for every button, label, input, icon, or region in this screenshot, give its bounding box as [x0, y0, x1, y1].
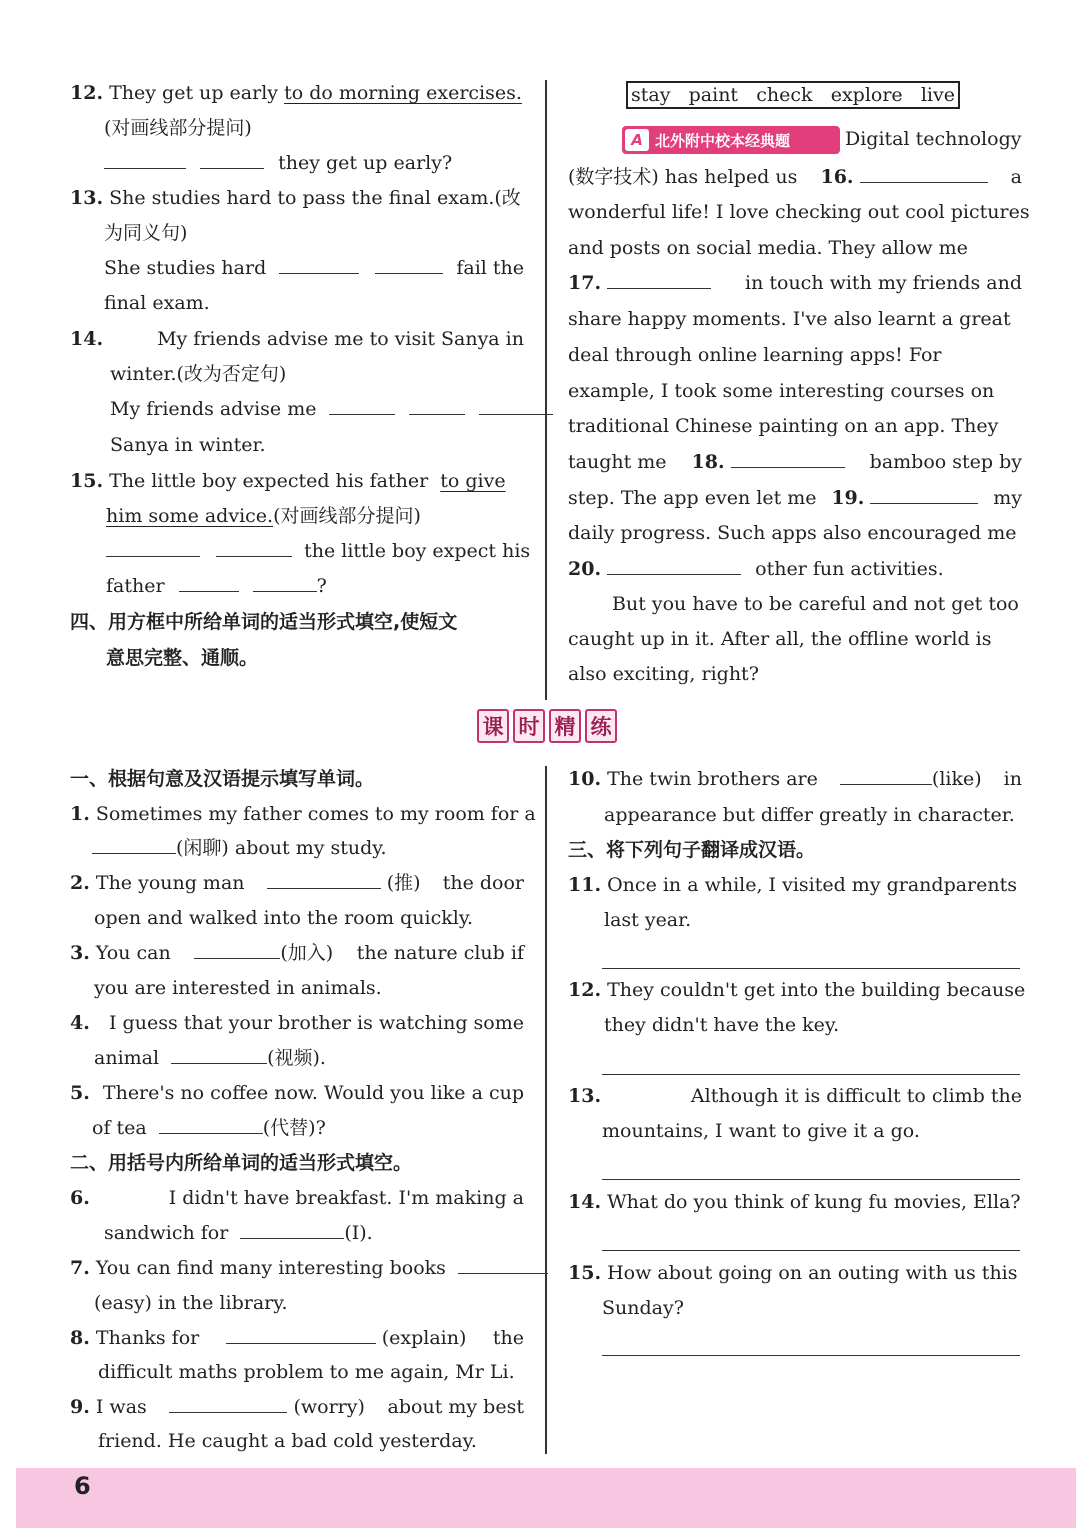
q14-answer-line: My friends advise me — [110, 392, 553, 427]
footer-band — [16, 1468, 1076, 1528]
badge-mark-icon: A — [625, 129, 649, 151]
word-box: stay paint check explore live — [626, 81, 960, 109]
blank[interactable] — [240, 1237, 344, 1239]
column-divider-top — [545, 80, 547, 700]
blank-17[interactable] — [607, 287, 711, 289]
section4-heading: 四、用方框中所给单词的适当形式填空,使短文 — [70, 611, 458, 633]
blank[interactable] — [194, 957, 280, 959]
q13-answer-line: She studies hard fail the — [104, 257, 524, 279]
section1-heading: 一、根据句意及汉语提示填写单词。 — [70, 768, 375, 790]
blank[interactable] — [104, 167, 186, 169]
q15-line2: him some advice.(对画线部分提问) — [106, 505, 421, 527]
blank-20[interactable] — [607, 573, 741, 575]
blank[interactable] — [106, 555, 200, 557]
blank-16[interactable] — [860, 181, 988, 183]
section-title: 课 时 精 练 — [477, 709, 617, 743]
blank[interactable] — [253, 590, 317, 592]
q15-line1: 15. The little boy expected his father to give — [70, 470, 506, 492]
blank[interactable] — [226, 1342, 376, 1344]
blank[interactable] — [409, 413, 465, 415]
blank-18[interactable] — [731, 466, 845, 468]
blank[interactable] — [200, 167, 264, 169]
blank[interactable] — [479, 413, 553, 415]
answer-line-15[interactable] — [602, 1354, 1020, 1356]
source-badge: A 北外附中校本经典题 — [622, 126, 840, 154]
blank[interactable] — [458, 1272, 548, 1274]
blank[interactable] — [179, 590, 239, 592]
page-number: 6 — [74, 1472, 91, 1500]
answer-line-14[interactable] — [602, 1249, 1020, 1251]
blank[interactable] — [216, 555, 292, 557]
section4-heading-cont: 意思完整、通顺。 — [106, 647, 259, 669]
blank[interactable] — [375, 272, 443, 274]
q12-answer-line: they get up early? — [104, 146, 452, 181]
column-divider-bottom — [545, 766, 547, 1454]
q13-line1: 13. She studies hard to pass the final exam.(改 — [70, 187, 521, 209]
blank[interactable] — [159, 1132, 263, 1134]
answer-line-11[interactable] — [602, 967, 1020, 969]
section3-heading: 三、将下列句子翻译成汉语。 — [568, 839, 816, 861]
answer-line-12[interactable] — [602, 1073, 1020, 1075]
blank[interactable] — [840, 783, 932, 785]
blank[interactable] — [171, 1062, 267, 1064]
blank[interactable] — [92, 852, 176, 854]
q15-answer-line: the little boy expect his — [106, 534, 530, 569]
blank-19[interactable] — [870, 502, 978, 504]
blank[interactable] — [329, 413, 395, 415]
blank[interactable] — [267, 887, 381, 889]
answer-line-13[interactable] — [602, 1178, 1020, 1180]
q12-underlined: to do morning exercises. — [284, 82, 522, 104]
q15-line4: father ? — [106, 575, 327, 597]
q12-number: 12. — [70, 82, 104, 104]
q14-line1: 14. My friends advise me to visit Sanya in — [70, 328, 524, 350]
q12-line1: 12. They get up early to do morning exercises. — [70, 82, 522, 104]
blank[interactable] — [169, 1411, 287, 1413]
blank[interactable] — [279, 272, 359, 274]
section2-heading: 二、用括号内所给单词的适当形式填空。 — [70, 1152, 413, 1174]
